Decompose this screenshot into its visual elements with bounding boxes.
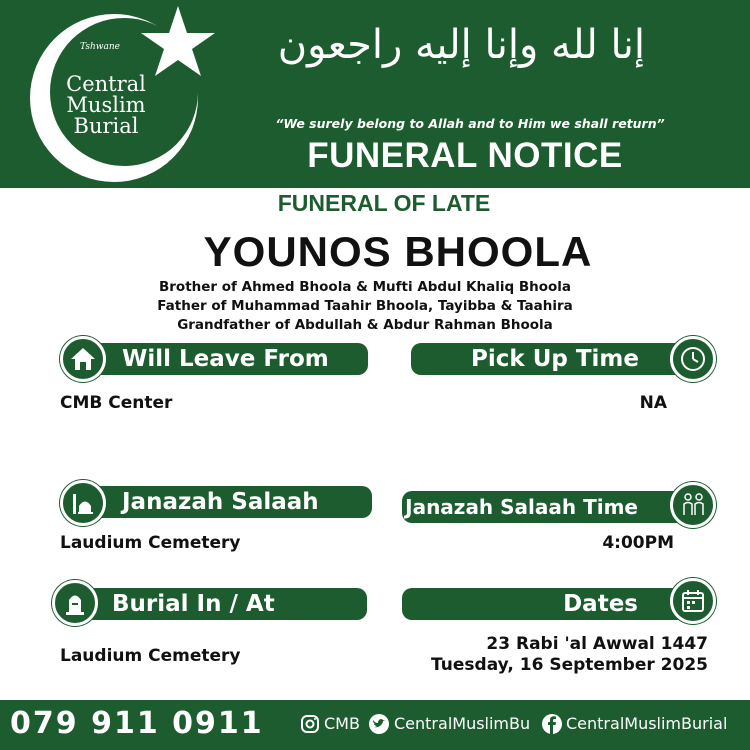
will-leave-from-value: CMB Center: [60, 393, 173, 413]
janazah-salaah-time-value: 4:00PM: [602, 533, 674, 553]
dates-gregorian-value: Tuesday, 16 September 2025: [431, 655, 708, 675]
facebook-handle[interactable]: CentralMuslimBurial: [566, 714, 728, 733]
burial-in-at-value: Laudium Cemetery: [60, 646, 241, 666]
burial-in-at-label: Burial In / At: [62, 588, 367, 620]
calendar-icon: [670, 578, 716, 624]
house-icon: [60, 336, 106, 382]
arabic-calligraphy: إنا لله وإنا إليه راجعون: [277, 22, 645, 68]
instagram-icon[interactable]: [300, 714, 320, 734]
dates-label: Dates: [402, 588, 694, 620]
pick-up-time-label: Pick Up Time: [411, 343, 695, 375]
relation-line-2: Father of Muhammad Taahir Bhoola, Tayibba & Taahira: [157, 298, 573, 314]
relation-line-1: Brother of Ahmed Bhoola & Mufti Abdul Khaliq Bhoola: [158, 279, 572, 295]
logo-tagline: Tshwane: [80, 42, 120, 52]
mosque-icon: [60, 480, 106, 526]
footer-bar: [0, 700, 750, 750]
funeral-of-late-heading: FUNERAL OF LATE: [277, 190, 491, 216]
twitter-handle[interactable]: CentralMuslimBu: [394, 714, 531, 733]
pick-up-time-value: NA: [639, 393, 667, 413]
funeral-notice-title: FUNERAL NOTICE: [307, 136, 623, 175]
dates-hijri-value: 23 Rabi 'al Awwal 1447: [486, 634, 708, 654]
quote-translation: “We surely belong to Allah and to Him we shall return”: [275, 116, 665, 131]
janazah-salaah-time-label: Janazah Salaah Time: [402, 491, 694, 523]
logo-text-line-1: Central: [66, 72, 146, 96]
gravestone-icon: [52, 580, 98, 626]
will-leave-from-label: Will Leave From: [72, 343, 368, 375]
logo-text-line-2: Muslim: [66, 93, 146, 117]
relation-line-3: Grandfather of Abdullah & Abdur Rahman Bhoola: [177, 317, 553, 333]
clock-icon: [670, 336, 716, 382]
logo-text-line-3: Burial: [73, 114, 139, 138]
janazah-salaah-value: Laudium Cemetery: [60, 533, 241, 553]
phone-number[interactable]: 079 911 0911: [10, 706, 264, 741]
deceased-name: YOUNOS BHOOLA: [203, 228, 593, 275]
janazah-salaah-label: Janazah Salaah: [72, 486, 372, 518]
twitter-icon[interactable]: [369, 714, 389, 734]
praying-people-icon: [670, 482, 716, 528]
header-banner: [0, 0, 750, 188]
facebook-icon[interactable]: [542, 714, 562, 734]
instagram-handle[interactable]: CMB: [324, 714, 360, 733]
